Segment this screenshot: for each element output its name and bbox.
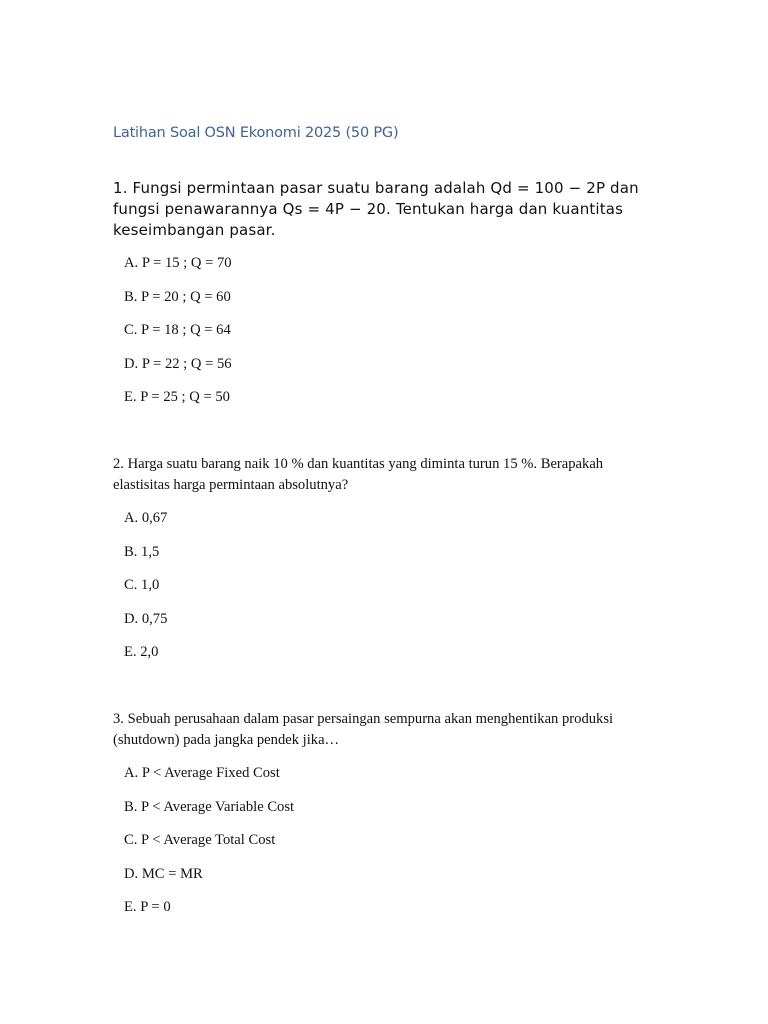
question-2: [113, 454, 653, 661]
option-a: A. P = 15 ; Q = 70: [124, 255, 232, 271]
option-b: B. P < Average Variable Cost: [124, 798, 295, 815]
option-a: A. P < Average Fixed Cost: [124, 765, 280, 781]
option-b: B. P = 20 ; Q = 60: [124, 288, 231, 305]
question-1: [113, 178, 653, 406]
option-d: D. P = 22 ; Q = 56: [124, 355, 232, 372]
question-1-options: [113, 254, 653, 406]
option-e: E. 2,0: [124, 644, 159, 660]
question-3: [113, 709, 653, 916]
question-3-text: 3. Sebuah perusahaan dalam pasar persaingan sempurna akan menghentikan produksi (shutdown) pada jangka pendek jika…: [113, 711, 614, 748]
option-d: D. 0,75: [124, 610, 168, 627]
question-3-options: [113, 764, 653, 916]
option-c: C. P < Average Total Cost: [124, 832, 276, 848]
option-a: A. 0,67: [124, 510, 168, 526]
option-e: E. P = 25 ; Q = 50: [124, 389, 230, 405]
question-2-options: [113, 509, 653, 661]
document-title: Latihan Soal OSN Ekonomi 2025 (50 PG): [113, 125, 399, 141]
question-1-text: 1. Fungsi permintaan pasar suatu barang adalah Qd = 100 − 2P dan fungsi penawarannya Qs = 4P − 20. Tentukan harga dan kuantitas keseimbangan pasar.: [113, 179, 639, 239]
option-d: D. MC = MR: [124, 865, 203, 882]
option-b: B. 1,5: [124, 543, 160, 560]
question-2-text: 2. Harga suatu barang naik 10 % dan kuantitas yang diminta turun 15 %. Berapakah elastisitas harga permintaan absolutnya?: [113, 456, 604, 493]
option-c: C. P = 18 ; Q = 64: [124, 322, 231, 338]
option-c: C. 1,0: [124, 577, 160, 593]
option-e: E. P = 0: [124, 899, 171, 915]
